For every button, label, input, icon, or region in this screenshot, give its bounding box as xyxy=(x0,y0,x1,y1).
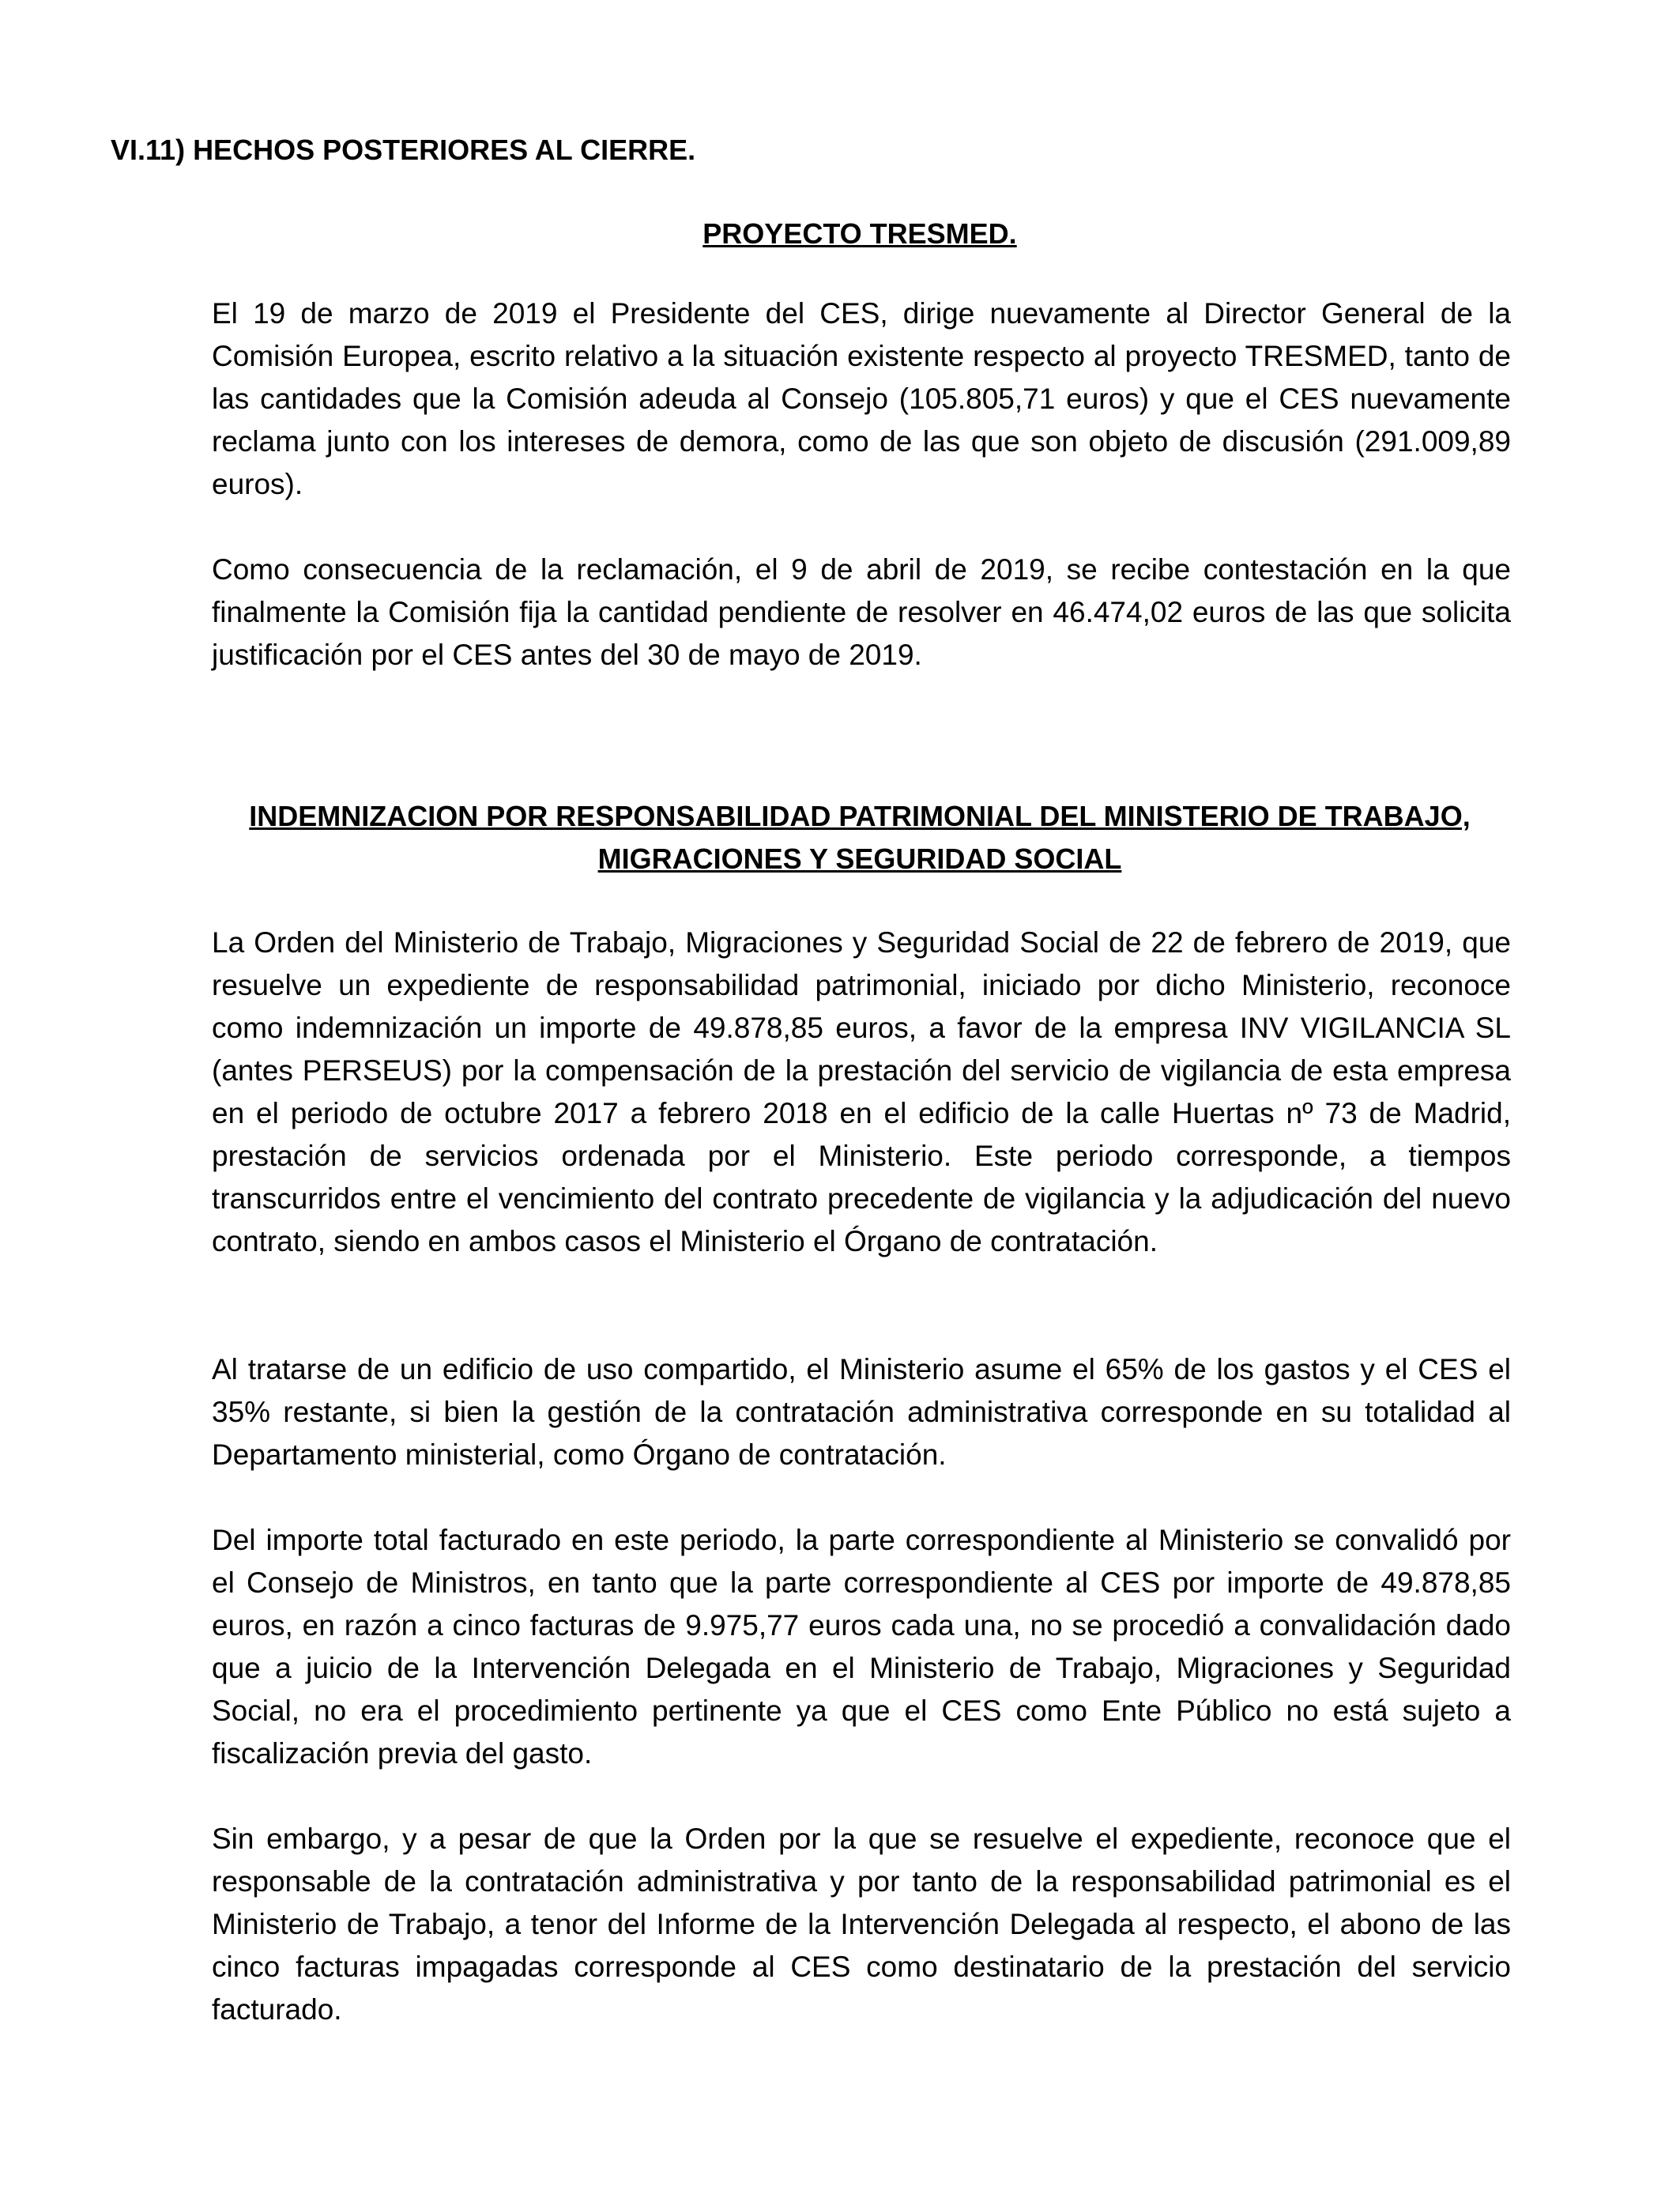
indemnizacion-heading-line-2: MIGRACIONES Y SEGURIDAD SOCIAL xyxy=(597,843,1122,875)
tresmed-heading: PROYECTO TRESMED. xyxy=(703,217,1017,250)
indemnizacion-paragraph-2: Al tratarse de un edificio de uso compartido, el Ministerio asume el 65% de los gastos y el CES el 35% restante, si bien la gestión de la contratación administrativa corresponde en su totalidad al Departamento ministerial, como Órgano de contratación. xyxy=(212,1353,1511,1471)
indemnizacion-paragraph-3: Del importe total facturado en este periodo, la parte correspondiente al Ministerio se convalidó por el Consejo de Ministros, en tanto que la parte correspondiente al CES por importe de 49.878,85 euros, en razón a cinco facturas de 9.975,77 euros cada una, no se procedió a convalidación dado que a juicio de la Intervención Delegada en el Ministerio de Trabajo, Migraciones y Seguridad Social, no era el procedimiento pertinente ya que el CES como Ente Público no está sujeto a fiscalización previa del gasto. xyxy=(212,1524,1511,1770)
indemnizacion-paragraph-4: Sin embargo, y a pesar de que la Orden por la que se resuelve el expediente, reconoce que el responsable de la contratación administrativa y por tanto de la responsabilidad patrimonial es el Ministerio de Trabajo, a tenor del Informe de la Intervención Delegada al respecto, el abono de las cinco facturas impagadas corresponde al CES como destinatario de la prestación del servicio facturado. xyxy=(212,1823,1511,2026)
indemnizacion-heading-line-1: INDEMNIZACION POR RESPONSABILIDAD PATRIMONIAL DEL MINISTERIO DE TRABAJO, xyxy=(249,800,1471,832)
tresmed-paragraph-1: El 19 de marzo de 2019 el Presidente del CES, dirige nuevamente al Director General de la Comisión Europea, escrito relativo a la situación existente respecto al proyecto TRESMED, tanto de las cantidades que la Comisión adeuda al Consejo (105.805,71 euros) y que el CES nuevamente reclama junto con los intereses de demora, como de las que son objeto de discusión (291.009,89 euros). xyxy=(212,297,1511,500)
indemnizacion-paragraph-1: La Orden del Ministerio de Trabajo, Migraciones y Seguridad Social de 22 de febrero de 2019, que resuelve un expediente de responsabilidad patrimonial, iniciado por dicho Ministerio, reconoce como indemnización un importe de 49.878,85 euros, a favor de la empresa INV VIGILANCIA SL (antes PERSEUS) por la compensación de la prestación del servicio de vigilancia de esta empresa en el periodo de octubre 2017 a febrero 2018 en el edificio de la calle Huertas nº 73 de Madrid, prestación de servicios ordenada por el Ministerio. Este periodo corresponde, a tiempos transcurridos entre el vencimiento del contrato precedente de vigilancia y la adjudicación del nuevo contrato, siendo en ambos casos el Ministerio el Órgano de contratación. xyxy=(212,926,1511,1257)
section-title: VI.11) HECHOS POSTERIORES AL CIERRE. xyxy=(111,134,696,166)
tresmed-paragraph-2: Como consecuencia de la reclamación, el 9 de abril de 2019, se recibe contestación en la que finalmente la Comisión fija la cantidad pendiente de resolver en 46.474,02 euros de las que solicita justificación por el CES antes del 30 de mayo de 2019. xyxy=(212,553,1511,671)
